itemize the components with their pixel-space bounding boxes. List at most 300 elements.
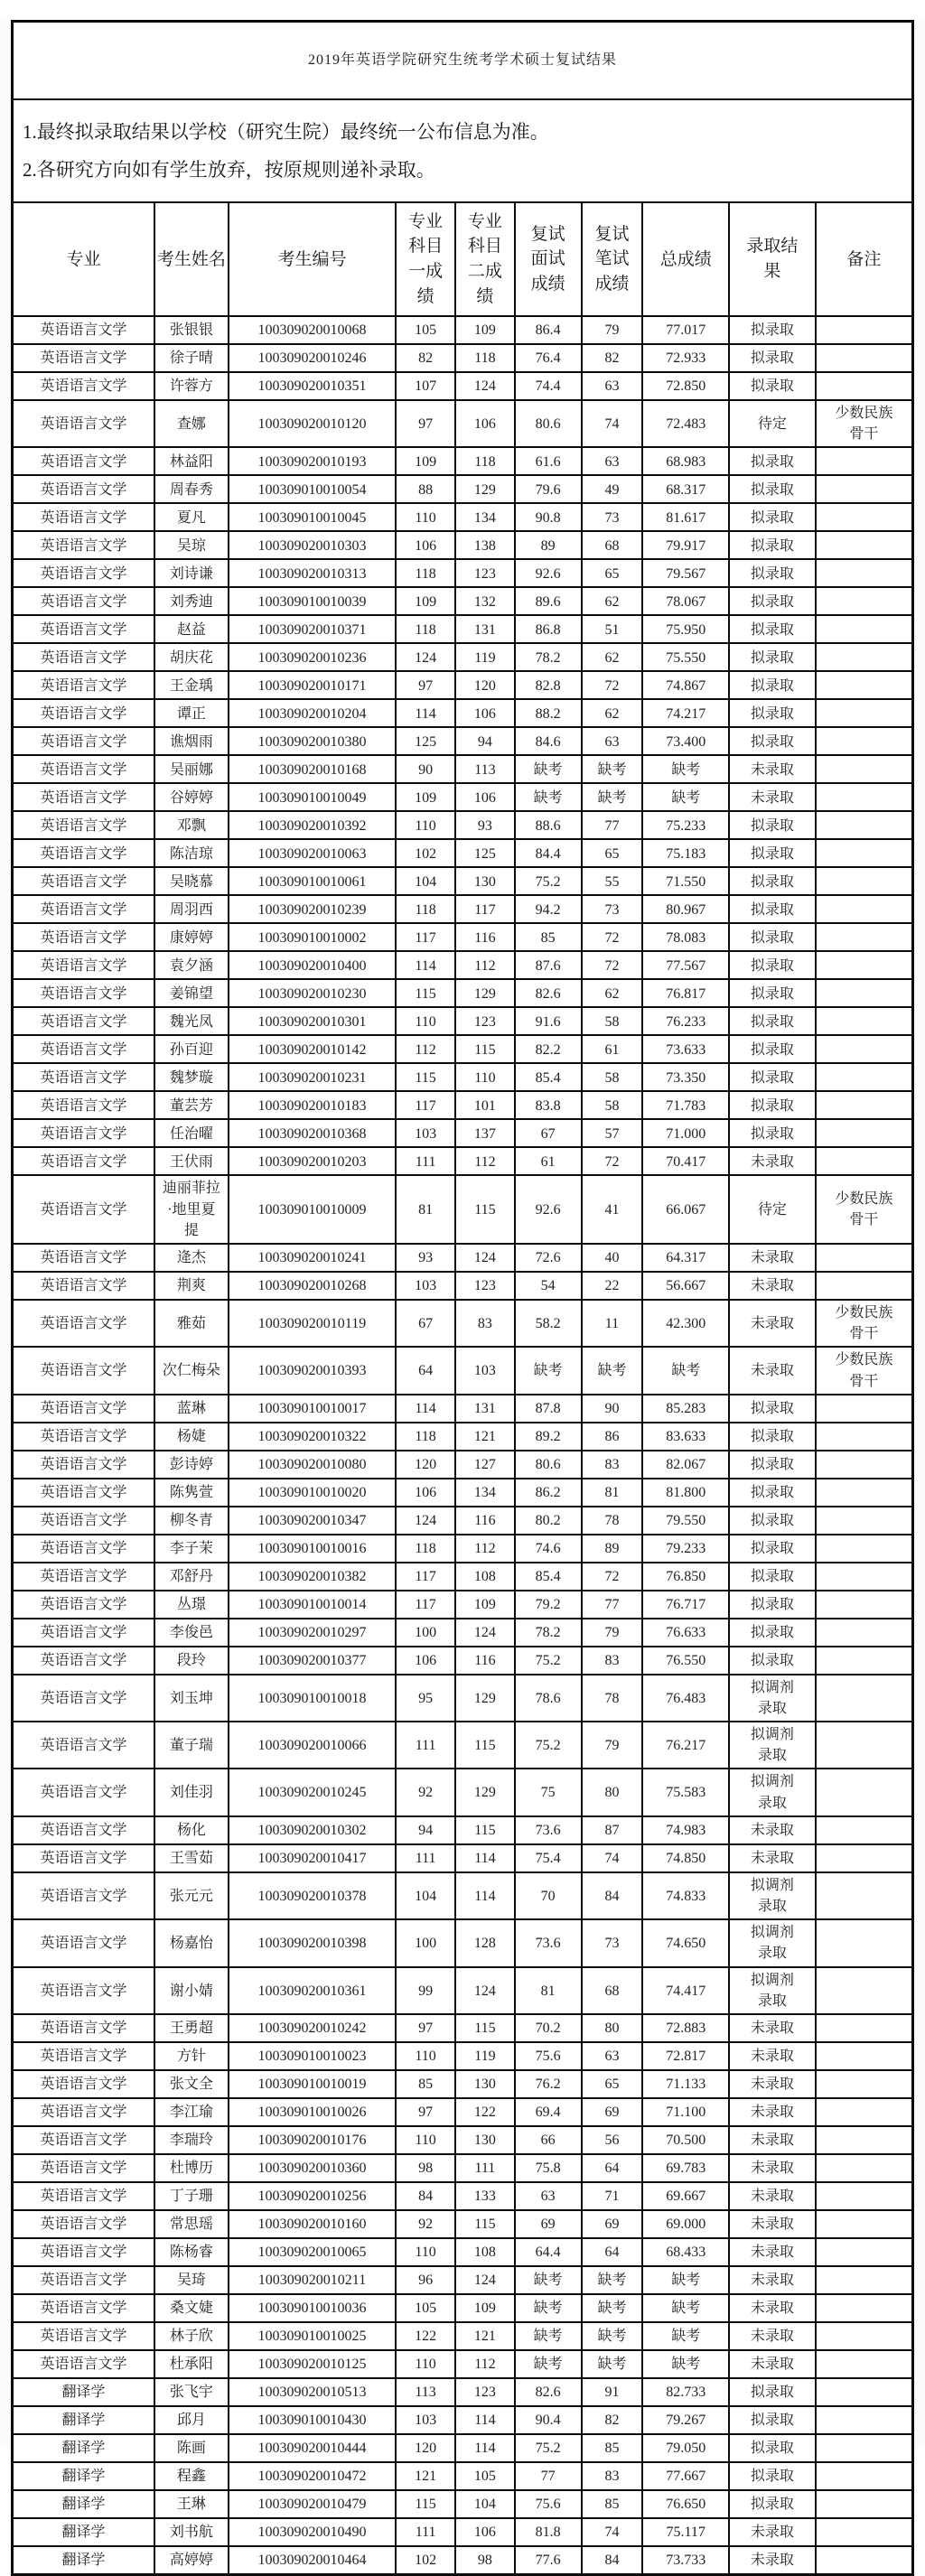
table-cell-major: 英语语言文学 [13,727,155,755]
table-cell-remark [816,1479,913,1507]
table-cell-subject2-score: 134 [455,1479,515,1507]
table-cell-interview-score: 58.2 [515,1300,582,1347]
table-cell-remark [816,1769,913,1815]
table-row [13,699,913,727]
table-cell-written-score: 56 [582,2126,643,2154]
table-cell-major: 英语语言文学 [13,1591,155,1619]
table-cell-candidate-id: 100309020010239 [229,895,396,923]
table-cell-written-score: 58 [582,1063,643,1091]
table-cell-name: 邓舒丹 [154,1563,229,1591]
table-cell-total-score: 70.417 [642,1147,729,1175]
table-cell-subject1-score: 120 [396,1451,455,1479]
table-cell-candidate-id: 100309020010400 [229,951,396,979]
column-header-name: 考生姓名 [154,202,229,316]
table-cell-subject2-score: 106 [455,699,515,727]
table-cell-interview-score: 85 [515,923,582,951]
table-cell-subject2-score: 124 [455,372,515,400]
table-cell-name: 王伏雨 [154,1147,229,1175]
table-cell-written-score: 64 [582,2238,643,2266]
table-cell-name: 桑文婕 [154,2294,229,2322]
table-row [13,895,913,923]
table-row [13,727,913,755]
table-cell-name: 方针 [154,2042,229,2070]
table-cell-candidate-id: 100309010010023 [229,2042,396,2070]
table-row [13,2462,913,2490]
table-cell-total-score: 79.550 [642,1507,729,1535]
table-cell-subject2-score: 114 [455,1844,515,1872]
table-cell-written-score: 74 [582,400,643,447]
table-cell-admission-result: 未录取 [729,2182,816,2210]
table-cell-subject1-score: 114 [396,1395,455,1423]
table-cell-written-score: 71 [582,2182,643,2210]
table-cell-subject1-score: 90 [396,755,455,783]
table-cell-total-score: 缺考 [642,755,729,783]
table-cell-admission-result: 拟录取 [729,447,816,475]
table-cell-admission-result: 未录取 [729,2154,816,2182]
table-cell-major: 英语语言文学 [13,671,155,699]
table-row [13,615,913,643]
table-cell-interview-score: 缺考 [515,2322,582,2350]
table-cell-remark [816,2378,913,2406]
table-cell-total-score: 73.350 [642,1063,729,1091]
table-cell-remark [816,2154,913,2182]
table-cell-admission-result: 未录取 [729,755,816,783]
table-cell-admission-result: 拟录取 [729,615,816,643]
table-cell-subject1-score: 110 [396,2238,455,2266]
table-cell-remark [816,559,913,587]
table-cell-admission-result: 拟调剂录取 [729,1769,816,1815]
table-cell-candidate-id: 100309020010360 [229,2154,396,2182]
table-row [13,1507,913,1535]
table-cell-subject2-score: 106 [455,2518,515,2546]
table-cell-total-score: 75.183 [642,839,729,867]
table-cell-subject2-score: 111 [455,2154,515,2182]
table-cell-subject1-score: 82 [396,344,455,372]
table-cell-interview-score: 80.2 [515,1507,582,1535]
table-cell-written-score: 62 [582,643,643,671]
table-cell-admission-result: 未录取 [729,2014,816,2042]
table-row [13,2210,913,2238]
table-row [13,1035,913,1063]
table-cell-interview-score: 75 [515,1769,582,1815]
table-cell-admission-result: 拟调剂录取 [729,1967,816,2014]
table-cell-remark [816,979,913,1007]
column-header-remark: 备注 [816,202,913,316]
table-cell-written-score: 65 [582,839,643,867]
table-cell-major: 翻译学 [13,2406,155,2434]
table-cell-interview-score: 81.8 [515,2518,582,2546]
table-cell-interview-score: 80.6 [515,1451,582,1479]
table-cell-admission-result: 未录取 [729,2126,816,2154]
table-cell-total-score: 70.500 [642,2126,729,2154]
table-cell-major: 英语语言文学 [13,316,155,344]
table-cell-candidate-id: 100309010010061 [229,867,396,895]
table-cell-written-score: 72 [582,671,643,699]
table-cell-admission-result: 拟录取 [729,1119,816,1147]
table-row [13,475,913,503]
table-cell-subject1-score: 106 [396,1479,455,1507]
table-row [13,447,913,475]
table-row [13,587,913,615]
table-cell-admission-result: 未录取 [729,2294,816,2322]
table-row [13,1919,913,1966]
table-cell-subject1-score: 92 [396,2210,455,2238]
table-cell-total-score: 72.817 [642,2042,729,2070]
table-row [13,2042,913,2070]
note-line-2: 2.各研究方向如有学生放弃，按原规则递补录取。 [23,159,435,181]
table-cell-total-score: 75.550 [642,643,729,671]
table-cell-subject2-score: 109 [455,2294,515,2322]
table-cell-candidate-id: 100309020010398 [229,1919,396,1966]
table-row [13,503,913,531]
table-cell-name: 吴丽娜 [154,755,229,783]
table-cell-total-score: 56.667 [642,1272,729,1300]
table-cell-major: 英语语言文学 [13,1619,155,1647]
table-cell-written-score: 82 [582,344,643,372]
table-cell-admission-result: 拟录取 [729,587,816,615]
table-cell-total-score: 76.233 [642,1007,729,1035]
table-cell-subject1-score: 114 [396,951,455,979]
table-cell-written-score: 缺考 [582,2322,643,2350]
table-cell-name: 孙百迎 [154,1035,229,1063]
table-cell-name: 刘玉坤 [154,1675,229,1722]
table-cell-admission-result: 拟录取 [729,2462,816,2490]
table-cell-name: 高婷婷 [154,2546,229,2575]
table-cell-interview-score: 92.6 [515,559,582,587]
table-cell-admission-result: 拟调剂录取 [729,1872,816,1919]
table-cell-interview-score: 86.2 [515,1479,582,1507]
table-cell-admission-result: 拟录取 [729,839,816,867]
table-cell-admission-result: 未录取 [729,1147,816,1175]
table-cell-candidate-id: 100309020010241 [229,1244,396,1272]
table-cell-subject1-score: 114 [396,699,455,727]
table-cell-written-score: 79 [582,1722,643,1769]
table-cell-interview-score: 缺考 [515,755,582,783]
table-cell-major: 英语语言文学 [13,531,155,559]
table-cell-written-score: 55 [582,867,643,895]
table-cell-interview-score: 缺考 [515,783,582,811]
table-cell-admission-result: 拟录取 [729,2434,816,2462]
table-cell-major: 英语语言文学 [13,475,155,503]
table-cell-candidate-id: 100309020010171 [229,671,396,699]
table-cell-interview-score: 87.6 [515,951,582,979]
table-cell-name: 董子瑞 [154,1722,229,1769]
table-cell-admission-result: 拟录取 [729,1591,816,1619]
table-cell-written-score: 79 [582,316,643,344]
table-cell-total-score: 82.733 [642,2378,729,2406]
table-cell-remark [816,1647,913,1675]
table-cell-remark [816,1395,913,1423]
table-cell-major: 英语语言文学 [13,1872,155,1919]
table-cell-subject1-score: 104 [396,1872,455,1919]
table-row [13,1300,913,1347]
table-cell-total-score: 72.883 [642,2014,729,2042]
table-cell-remark [816,1675,913,1722]
table-cell-subject2-score: 129 [455,979,515,1007]
table-cell-major: 英语语言文学 [13,2294,155,2322]
table-cell-major: 英语语言文学 [13,1563,155,1591]
table-cell-remark [816,316,913,344]
table-cell-remark [816,2406,913,2434]
table-cell-subject1-score: 107 [396,372,455,400]
table-cell-total-score: 78.067 [642,587,729,615]
table-cell-subject2-score: 123 [455,2378,515,2406]
table-cell-written-score: 82 [582,2406,643,2434]
table-cell-admission-result: 拟录取 [729,1535,816,1563]
table-cell-subject1-score: 64 [396,1347,455,1394]
table-cell-name: 杨婕 [154,1423,229,1451]
table-cell-remark [816,755,913,783]
table-cell-remark: 少数民族骨干 [816,1175,913,1244]
table-cell-subject1-score: 125 [396,727,455,755]
table-cell-subject2-score: 125 [455,839,515,867]
table-cell-total-score: 74.867 [642,671,729,699]
table-cell-interview-score: 88.2 [515,699,582,727]
table-cell-subject1-score: 94 [396,1816,455,1844]
table-cell-name: 王金瑀 [154,671,229,699]
table-row [13,2490,913,2518]
table-cell-candidate-id: 100309010010016 [229,1535,396,1563]
table-cell-subject1-score: 120 [396,2434,455,2462]
table-cell-major: 英语语言文学 [13,1091,155,1119]
table-cell-total-score: 缺考 [642,2322,729,2350]
table-cell-subject1-score: 109 [396,587,455,615]
table-cell-subject2-score: 115 [455,1816,515,1844]
table-cell-admission-result: 拟录取 [729,1619,816,1647]
table-cell-written-score: 58 [582,1091,643,1119]
table-cell-candidate-id: 100309020010490 [229,2518,396,2546]
table-cell-major: 英语语言文学 [13,755,155,783]
table-row [13,316,913,344]
table-cell-interview-score: 90.8 [515,503,582,531]
table-cell-subject1-score: 98 [396,2154,455,2182]
table-cell-name: 陈画 [154,2434,229,2462]
table-cell-major: 英语语言文学 [13,2154,155,2182]
table-cell-major: 英语语言文学 [13,2070,155,2098]
table-cell-subject2-score: 115 [455,1722,515,1769]
table-cell-interview-score: 73.6 [515,1919,582,1966]
table-row [13,1535,913,1563]
table-cell-name: 谢小婧 [154,1967,229,2014]
table-cell-admission-result: 拟录取 [729,372,816,400]
table-cell-candidate-id: 100309020010301 [229,1007,396,1035]
table-cell-interview-score: 82.6 [515,979,582,1007]
table-cell-interview-score: 86.8 [515,615,582,643]
table-cell-written-score: 缺考 [582,783,643,811]
table-cell-subject1-score: 97 [396,2014,455,2042]
table-cell-subject2-score: 116 [455,1507,515,1535]
table-cell-subject1-score: 100 [396,1919,455,1966]
table-row [13,1244,913,1272]
table-cell-name: 荆爽 [154,1272,229,1300]
table-cell-written-score: 62 [582,699,643,727]
table-cell-name: 逄杰 [154,1244,229,1272]
table-cell-interview-score: 85.4 [515,1563,582,1591]
table-cell-subject1-score: 103 [396,1119,455,1147]
table-cell-total-score: 79.917 [642,531,729,559]
table-cell-written-score: 缺考 [582,1347,643,1394]
table-cell-interview-score: 92.6 [515,1175,582,1244]
table-cell-subject1-score: 124 [396,1507,455,1535]
table-cell-subject1-score: 111 [396,1722,455,1769]
table-cell-candidate-id: 100309010010009 [229,1175,396,1244]
table-cell-remark [816,1619,913,1647]
table-cell-admission-result: 未录取 [729,2238,816,2266]
table-cell-candidate-id: 100309020010068 [229,316,396,344]
table-cell-admission-result: 拟录取 [729,867,816,895]
table-cell-subject1-score: 102 [396,839,455,867]
table-cell-remark [816,923,913,951]
table-cell-remark [816,475,913,503]
table-cell-remark [816,2210,913,2238]
table-cell-interview-score: 84.4 [515,839,582,867]
table-row [13,2014,913,2042]
table-row [13,400,913,447]
table-cell-subject1-score: 110 [396,2350,455,2378]
table-cell-admission-result: 未录取 [729,2266,816,2294]
table-cell-admission-result: 拟录取 [729,2378,816,2406]
table-row [13,1423,913,1451]
table-cell-written-score: 80 [582,1769,643,1815]
table-cell-total-score: 75.583 [642,1769,729,1815]
table-cell-candidate-id: 100309020010392 [229,811,396,839]
table-cell-major: 英语语言文学 [13,559,155,587]
table-cell-remark [816,1063,913,1091]
table-cell-subject2-score: 112 [455,951,515,979]
table-cell-total-score: 缺考 [642,2294,729,2322]
table-cell-major: 英语语言文学 [13,2098,155,2126]
table-cell-total-score: 73.733 [642,2546,729,2575]
table-cell-total-score: 82.067 [642,1451,729,1479]
table-cell-major: 英语语言文学 [13,867,155,895]
table-row [13,559,913,587]
table-cell-admission-result: 拟录取 [729,895,816,923]
table-cell-remark: 少数民族骨干 [816,1347,913,1394]
title-row [13,22,913,100]
table-cell-written-score: 62 [582,587,643,615]
table-cell-written-score: 78 [582,1507,643,1535]
table-row [13,2070,913,2098]
table-cell-candidate-id: 100309020010063 [229,839,396,867]
table-cell-remark [816,1451,913,1479]
table-row [13,1347,913,1394]
table-cell-name: 徐子晴 [154,344,229,372]
table-cell-subject2-score: 124 [455,1967,515,2014]
table-cell-written-score: 65 [582,559,643,587]
table-cell-candidate-id: 100309020010193 [229,447,396,475]
table-cell-written-score: 缺考 [582,2294,643,2322]
table-cell-remark [816,1507,913,1535]
column-header-interview-score: 复试面试成绩 [515,202,582,316]
table-cell-total-score: 76.550 [642,1647,729,1675]
table-cell-interview-score: 89 [515,531,582,559]
table-cell-major: 英语语言文学 [13,1395,155,1423]
table-cell-subject2-score: 83 [455,1300,515,1347]
table-cell-major: 英语语言文学 [13,2350,155,2378]
table-cell-total-score: 76.850 [642,1563,729,1591]
table-cell-candidate-id: 100309020010417 [229,1844,396,1872]
table-cell-interview-score: 82.6 [515,2378,582,2406]
column-header-candidate-id: 考生编号 [229,202,396,316]
table-cell-interview-score: 80.6 [515,400,582,447]
table-cell-interview-score: 70 [515,1872,582,1919]
table-cell-total-score: 74.217 [642,699,729,727]
table-cell-candidate-id: 100309020010142 [229,1035,396,1063]
table-cell-written-score: 缺考 [582,755,643,783]
table-cell-written-score: 73 [582,895,643,923]
table-cell-subject1-score: 110 [396,1007,455,1035]
table-cell-subject1-score: 122 [396,2322,455,2350]
table-row [13,2546,913,2575]
table-cell-candidate-id: 100309020010120 [229,400,396,447]
table-cell-written-score: 80 [582,2014,643,2042]
table-cell-admission-result: 拟录取 [729,316,816,344]
table-cell-subject1-score: 113 [396,2378,455,2406]
table-cell-name: 李俊邑 [154,1619,229,1647]
table-cell-interview-score: 74.4 [515,372,582,400]
table-cell-admission-result: 拟录取 [729,2406,816,2434]
table-cell-name: 夏凡 [154,503,229,531]
table-cell-remark [816,587,913,615]
table-cell-name: 周春秀 [154,475,229,503]
table-cell-subject1-score: 92 [396,1769,455,1815]
table-cell-subject2-score: 108 [455,2238,515,2266]
table-cell-total-score: 缺考 [642,783,729,811]
table-cell-written-score: 79 [582,1619,643,1647]
page-title: 2019年英语学院研究生统考学术硕士复试结果 [307,52,617,69]
column-header-subject2-score: 专业科目二成绩 [455,202,515,316]
table-cell-subject2-score: 129 [455,1769,515,1815]
table-cell-subject1-score: 117 [396,1563,455,1591]
table-cell-total-score: 71.550 [642,867,729,895]
table-cell-total-score: 68.433 [642,2238,729,2266]
table-cell-written-score: 57 [582,1119,643,1147]
table-cell-name: 张银银 [154,316,229,344]
column-header-subject1-score: 专业科目一成绩 [396,202,455,316]
table-cell-remark [816,811,913,839]
table-cell-major: 英语语言文学 [13,615,155,643]
table-cell-candidate-id: 100309020010378 [229,1872,396,1919]
table-cell-subject1-score: 105 [396,316,455,344]
table-cell-admission-result: 拟录取 [729,1007,816,1035]
table-cell-subject1-score: 67 [396,1300,455,1347]
table-cell-written-score: 74 [582,1844,643,1872]
table-cell-subject1-score: 84 [396,2182,455,2210]
table-cell-remark [816,1563,913,1591]
table-cell-written-score: 69 [582,2098,643,2126]
table-cell-admission-result: 未录取 [729,2042,816,2070]
table-cell-name: 杨化 [154,1816,229,1844]
table-cell-interview-score: 缺考 [515,1347,582,1394]
table-row [13,1591,913,1619]
table-cell-name: 杜博历 [154,2154,229,2182]
table-cell-total-score: 83.633 [642,1423,729,1451]
table-cell-remark [816,1147,913,1175]
table-row [13,671,913,699]
table-cell-major: 英语语言文学 [13,2014,155,2042]
table-cell-name: 常思瑶 [154,2210,229,2238]
table-cell-major: 英语语言文学 [13,1063,155,1091]
table-cell-name: 张文全 [154,2070,229,2098]
table-cell-written-score: 63 [582,727,643,755]
table-cell-admission-result: 未录取 [729,1272,816,1300]
table-cell-admission-result: 拟调剂录取 [729,1919,816,1966]
table-cell-subject2-score: 134 [455,503,515,531]
table-row [13,755,913,783]
table-cell-remark [816,839,913,867]
table-cell-subject2-score: 101 [455,1091,515,1119]
table-cell-subject2-score: 108 [455,1563,515,1591]
